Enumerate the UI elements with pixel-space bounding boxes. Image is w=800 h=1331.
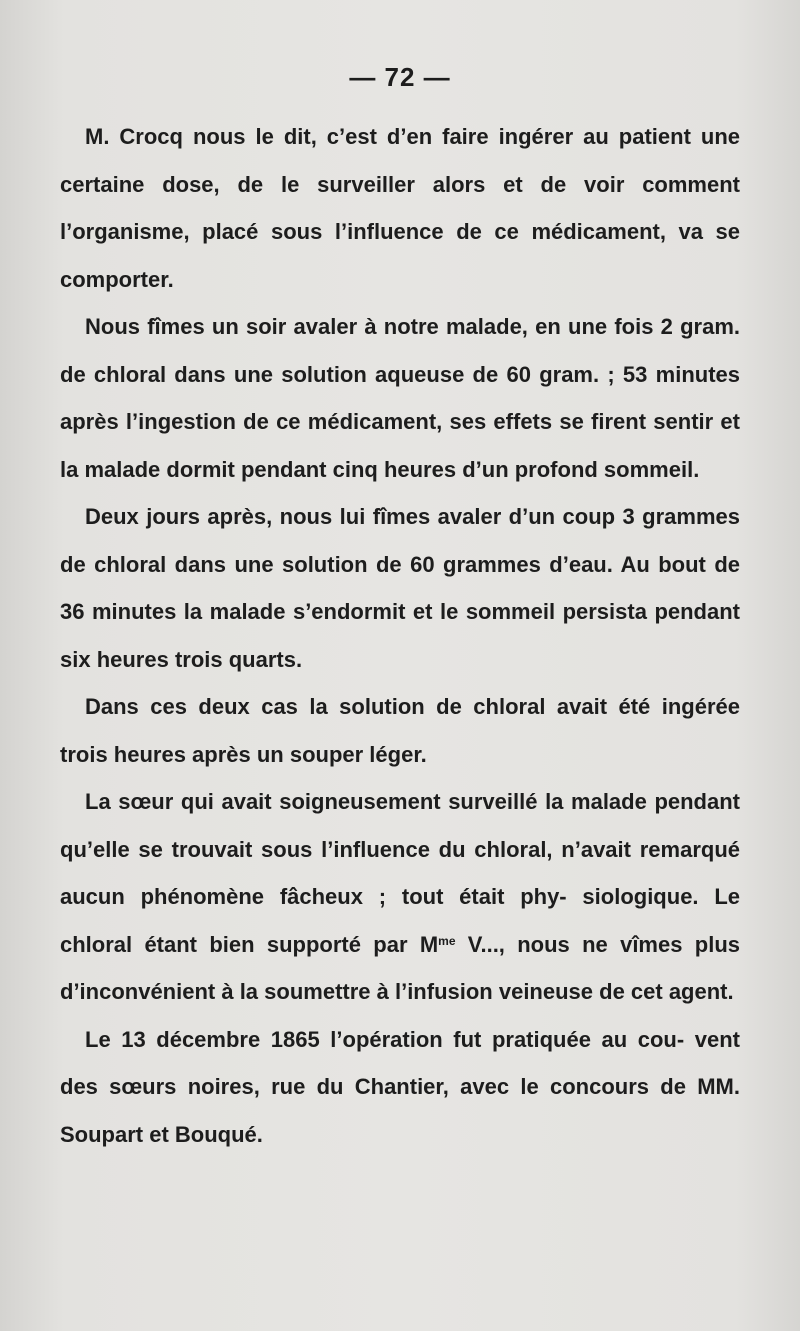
paragraph: M. Crocq nous le dit, c’est d’en faire ingérer au patient une certaine dose, de le surveiller alors et de voir comment l’organisme, placé sous l’influence de ce médicament, va se comporter. [60, 124, 740, 292]
superscript: me [438, 933, 456, 948]
paragraph: Nous fîmes un soir avaler à notre malade, en une fois 2 gram. de chloral dans une solution aqueuse de 60 gram. ; 53 minutes après l’ingestion de ce médicament, ses effets se firent sentir et la malade dormit pendant cinq heures d’un profond sommeil. [60, 314, 740, 482]
paragraph [60, 778, 740, 1016]
paragraph-text: V..., nous ne vîmes plus d’inconvénient à la soumettre à l’infusion veineuse de cet agent. [60, 931, 740, 1004]
paragraph: Dans ces deux cas la solution de chloral avait été ingérée trois heures après un souper léger. [60, 694, 740, 767]
body-text [60, 113, 740, 1158]
paragraph: Deux jours après, nous lui fîmes avaler d’un coup 3 grammes de chloral dans une solution de 60 grammes d’eau. Au bout de 36 minutes la malade s’endormit et le sommeil persista pendant six heures trois quarts. [60, 504, 740, 672]
page-number: — 72 — [349, 62, 451, 92]
paragraph-text: La sœur qui avait soigneusement surveillé la malade pendant qu’elle se trouvait sous l’influence du chloral, n’avait remarqué aucun phénomène fâcheux ; tout était phy- siologique. Le chloral étant bien supporté par M [60, 789, 740, 957]
paragraph: Le 13 décembre 1865 l’opération fut pratiquée au cou- vent des sœurs noires, rue du Chantier, avec le concours de MM. Soupart et Bouqué. [60, 1026, 740, 1147]
